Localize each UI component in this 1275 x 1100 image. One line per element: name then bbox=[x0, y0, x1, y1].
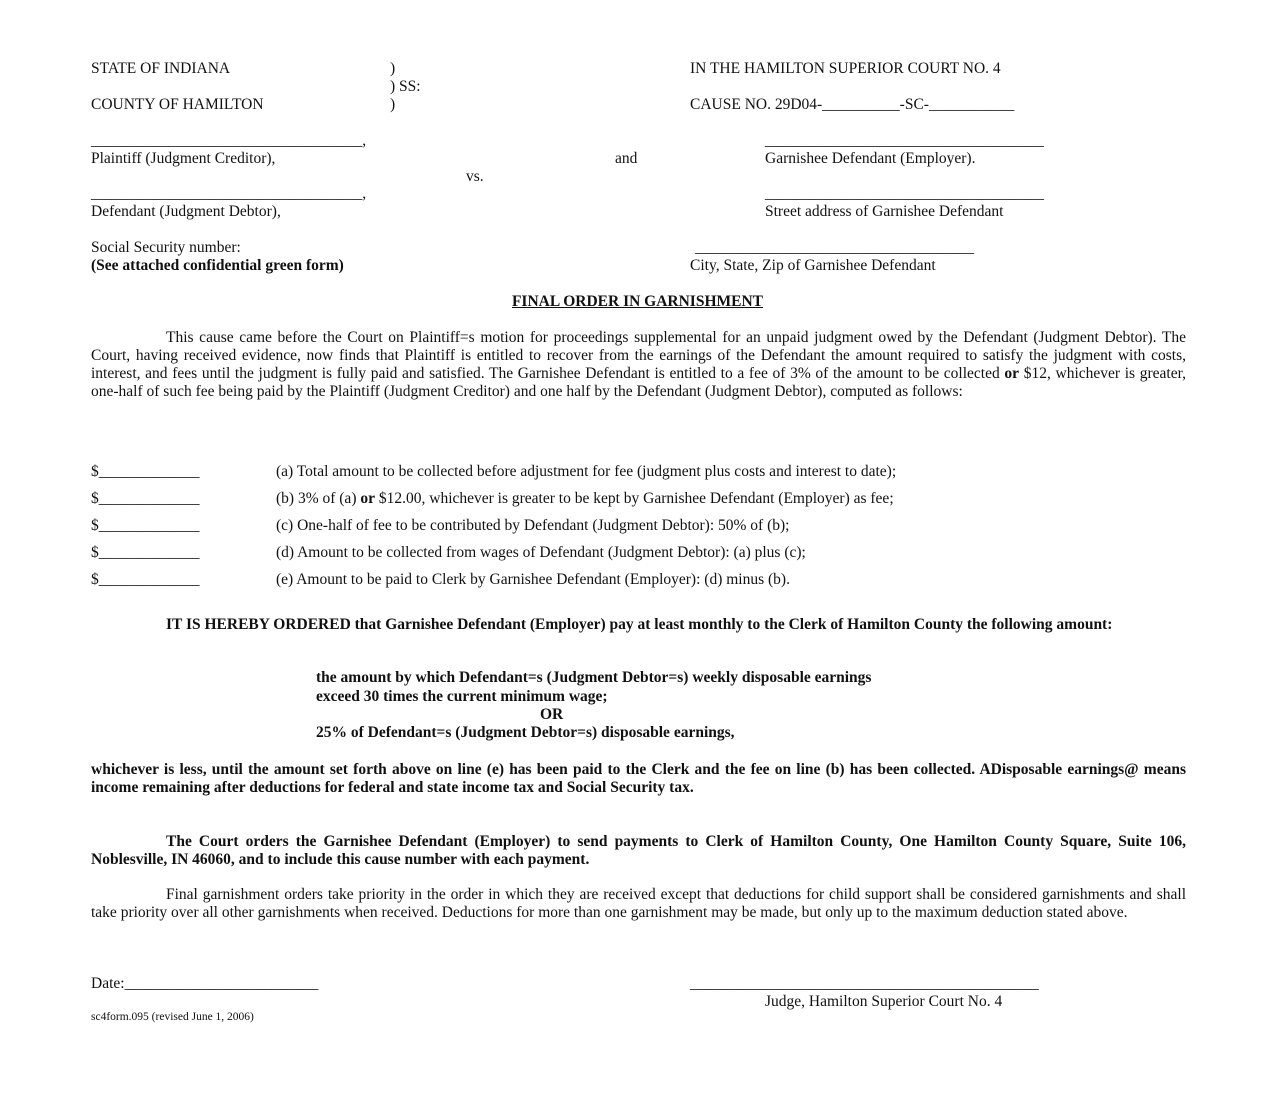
court-name: IN THE HAMILTON SUPERIOR COURT NO. 4 bbox=[690, 60, 1001, 77]
calc-text: (c) One-half of fee to be contributed by Defendant (Judgment Debtor): 50% of (b); bbox=[276, 517, 790, 534]
amount-blank[interactable]: $_____________ bbox=[91, 490, 200, 507]
city-label: City, State, Zip of Garnishee Defendant bbox=[690, 257, 936, 274]
ss-label: ) SS: bbox=[390, 78, 421, 95]
whichever-text: whichever is less, until the amount set forth above on line (e) has been paid to the Clerk and the fee on line (b) has been collected. ADisposable earnings@ means income remaining after deductions for federal and state income tax and Social Security tax. bbox=[91, 761, 1186, 796]
form-id: sc4form.095 (revised June 1, 2006) bbox=[91, 1011, 254, 1023]
cause-number: CAUSE NO. 29D04-__________-SC-___________ bbox=[690, 96, 1015, 113]
calc-line-d bbox=[91, 544, 806, 562]
amount-blank[interactable]: $_____________ bbox=[91, 571, 200, 588]
amount-blank[interactable]: $_____________ bbox=[91, 544, 200, 561]
option-1-line-1: the amount by which Defendant=s (Judgment Debtor=s) weekly disposable earnings bbox=[316, 669, 872, 686]
calc-line-c bbox=[91, 517, 789, 535]
city-blank[interactable]: ____________________________________ bbox=[695, 239, 974, 256]
street-label: Street address of Garnishee Defendant bbox=[765, 203, 1004, 220]
amount-blank[interactable]: $_____________ bbox=[91, 463, 200, 480]
calc-text: (d) Amount to be collected from wages of Defendant (Judgment Debtor): (a) plus (c); bbox=[276, 544, 806, 561]
calc-line-b bbox=[91, 490, 894, 508]
date-field[interactable]: Date:_________________________ bbox=[91, 975, 319, 992]
calc-text: (e) Amount to be paid to Clerk by Garnishee Defendant (Employer): (d) minus (b). bbox=[276, 571, 790, 588]
calc-or: or bbox=[360, 490, 375, 507]
calc-line-a bbox=[91, 463, 896, 481]
street-blank[interactable]: ____________________________________ bbox=[765, 185, 1044, 202]
whichever-paragraph bbox=[91, 761, 1186, 797]
calc-text: (a) Total amount to be collected before adjustment for fee (judgment plus costs and interest to date); bbox=[276, 463, 897, 480]
order-text: IT IS HEREBY ORDERED that Garnishee Defendant (Employer) pay at least monthly to the Clerk of Hamilton County the following amount: bbox=[166, 616, 1113, 633]
document-title: FINAL ORDER IN GARNISHMENT bbox=[511, 293, 764, 310]
judge-signature-line[interactable]: _____________________________________________ bbox=[690, 975, 1039, 992]
ssn-label: Social Security number: bbox=[91, 239, 241, 256]
caption-paren: ) bbox=[390, 60, 396, 77]
payment-paragraph bbox=[91, 833, 1186, 869]
judge-label: Judge, Hamilton Superior Court No. 4 bbox=[765, 993, 1003, 1010]
garnishee-label: Garnishee Defendant (Employer). bbox=[765, 150, 976, 167]
plaintiff-blank[interactable]: ___________________________________, bbox=[91, 132, 367, 149]
ssn-note: (See attached confidential green form) bbox=[91, 257, 344, 274]
state-label: STATE OF INDIANA bbox=[91, 60, 231, 77]
calc-text: $12.00, whichever is greater to be kept by Garnishee Defendant (Employer) as fee; bbox=[375, 490, 894, 507]
or-label: OR bbox=[540, 706, 564, 723]
intro-paragraph bbox=[91, 329, 1186, 401]
intro-or: or bbox=[1004, 365, 1020, 382]
priority-text: Final garnishment orders take priority in the order in which they are received except that deductions for child support shall be considered garnishments and shall take priority over all other garnishments when received. Deductions for more than one garnishment may be made, but only up to the maximum deduction stated above. bbox=[91, 886, 1186, 921]
calc-line-e bbox=[91, 571, 790, 589]
calc-text: (b) 3% of (a) bbox=[276, 490, 361, 507]
intro-text: This cause came before the Court on Plaintiff=s motion for proceedings supplemental for an unpaid judgment owed by the Defendant (Judgment Debtor). The Court, having received evidence, now finds that Plaintiff is entitled to recover from the earnings of the Defendant the amount required to satisfy the judgment with costs, interest, and fees until the judgment is fully paid and satisfied. The Garnishee Defendant is entitled to a fee of 3% of the amount to be collected bbox=[91, 329, 1186, 382]
amount-blank[interactable]: $_____________ bbox=[91, 517, 200, 534]
option-1-line-2: exceed 30 times the current minimum wage; bbox=[316, 688, 608, 705]
county-label: COUNTY OF HAMILTON bbox=[91, 96, 264, 113]
plaintiff-label: Plaintiff (Judgment Creditor), bbox=[91, 150, 276, 167]
and-label: and bbox=[615, 150, 638, 167]
vs-label: vs. bbox=[466, 168, 484, 185]
defendant-label: Defendant (Judgment Debtor), bbox=[91, 203, 281, 220]
intro-text-2: $12, whichever is greater, one-half of such fee being paid by the Plaintiff (Judgment Creditor) and one half by the Defendant (Judgment Debtor), computed as follows: bbox=[91, 365, 1187, 400]
garnishee-blank[interactable]: ____________________________________ bbox=[765, 132, 1044, 149]
payment-text: The Court orders the Garnishee Defendant (Employer) to send payments to Clerk of Hamilton County, One Hamilton County Square, Suite 106, Noblesville, IN 46060, and to include this cause number with each payment. bbox=[91, 833, 1186, 868]
defendant-blank[interactable]: ___________________________________, bbox=[91, 185, 367, 202]
priority-paragraph bbox=[91, 886, 1186, 922]
caption-paren: ) bbox=[390, 96, 396, 113]
option-2: 25% of Defendant=s (Judgment Debtor=s) disposable earnings, bbox=[316, 724, 735, 741]
order-paragraph bbox=[91, 616, 1186, 634]
